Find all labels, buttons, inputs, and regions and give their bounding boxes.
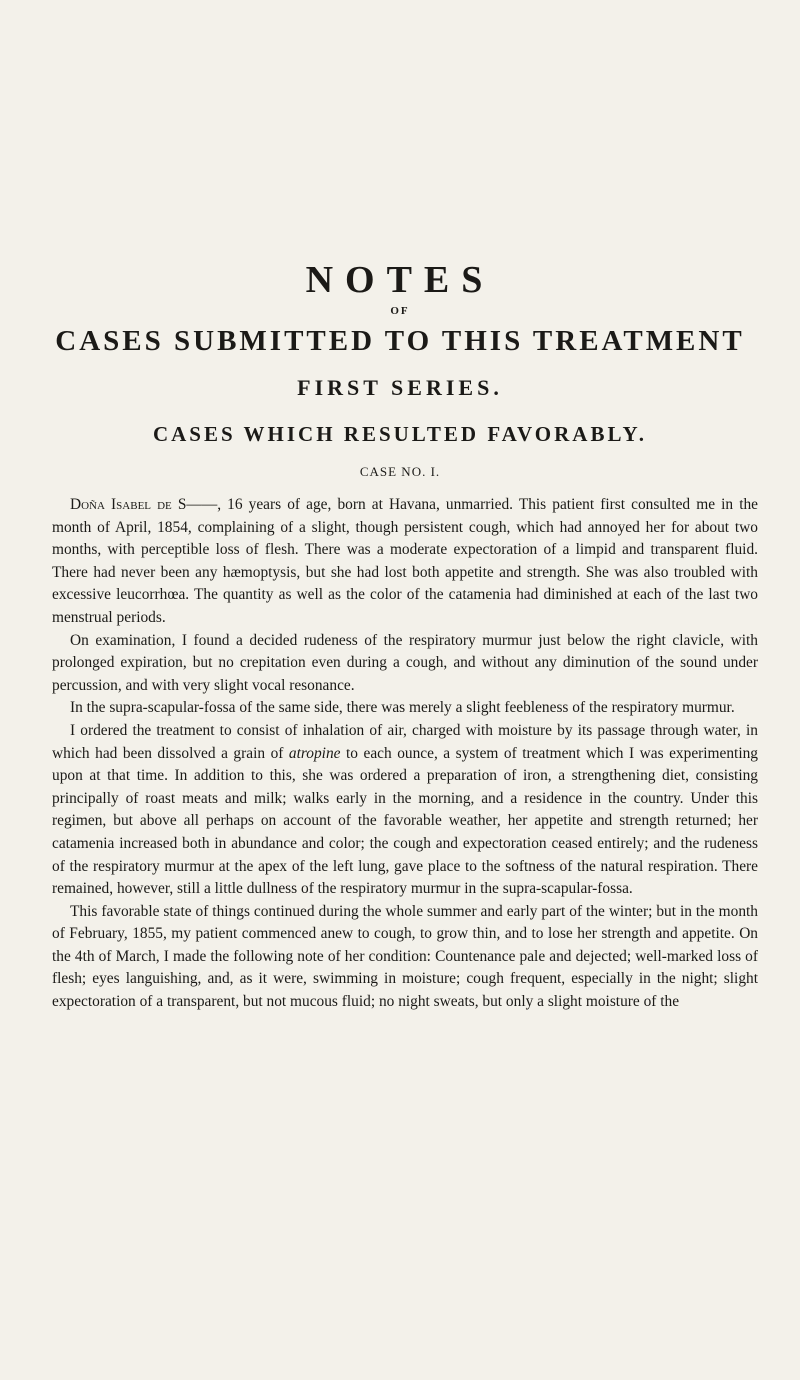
title-connector: OF <box>390 305 410 317</box>
body-text <box>52 494 758 1014</box>
page-subtitle: CASES SUBMITTED TO THIS TREATMENT <box>55 325 745 357</box>
paragraph-1 <box>52 494 758 630</box>
paragraph-4-text-a: I ordered the treatment to consist of inhalation of air, charged with moisture by its passage through water, in which had been dissolved a grain of <box>52 721 758 762</box>
series-heading: FIRST SERIES. <box>297 375 503 400</box>
drug-name: atropine <box>288 744 341 762</box>
paragraph-2: On examination, I found a decided rudeness of the respiratory murmur just below the right clavicle, with prolonged expiration, but no crepitation even during a cough, and without any diminution of the sound under percussion, and with very slight vocal resonance. <box>52 631 758 694</box>
paragraph-1-text: , 16 years of age, born at Havana, unmarried. This patient first consulted me in the month of April, 1854, complaining of a slight, though persistent cough, which had annoyed her for about two months, with perceptible loss of flesh. There was a moderate expectoration of a limpid and transparent fluid. There had never been any hæmoptysis, but she had lost both appetite and strength. She was also troubled with excessive leucorrhœa. The quantity as well as the color of the catamenia had diminished at each of the last two menstrual periods. <box>52 496 758 626</box>
paragraph-5: This favorable state of things continued during the whole summer and early part of the winter; but in the month of February, 1855, my patient commenced anew to cough, to grow thin, and to lose her strength and appetite. On the 4th of March, I made the following note of her condition: Countenance pale and dejected; well-marked loss of flesh; eyes languishing, and, as it were, swimming in moisture; cough frequent, especially in the night; slight expectoration of a transparent, but not mucous fluid; no night sweats, but only a slight moisture of the <box>52 902 758 1011</box>
paragraph-4 <box>52 720 758 901</box>
paragraph-3: In the supra-scapular-fossa of the same side, there was merely a slight feebleness of the respiratory murmur. <box>70 699 735 717</box>
case-number: CASE NO. I. <box>359 464 441 479</box>
patient-name: Doña Isabel de S—— <box>70 496 218 513</box>
page-title: NOTES <box>305 259 495 301</box>
paragraph-4-text-b: to each ounce, a system of treatment which I was experimenting upon at that time. In addition to this, she was ordered a preparation of iron, a strengthening diet, consisting principally of roast meats and milk; walks early in the morning, and a residence in the country. Under this regimen, but above all perhaps on account of the favorable weather, her appetite and strength returned; her catamenia increased both in abundance and color; the cough and expectoration ceased entirely; and the rudeness of the respiratory murmur at the apex of the left lung, gave place to the softness of the natural respiration. There remained, however, still a little dullness of the respiratory murmur in the supra-scapular-fossa. <box>52 744 758 898</box>
result-heading: CASES WHICH RESULTED FAVORABLY. <box>152 422 648 446</box>
